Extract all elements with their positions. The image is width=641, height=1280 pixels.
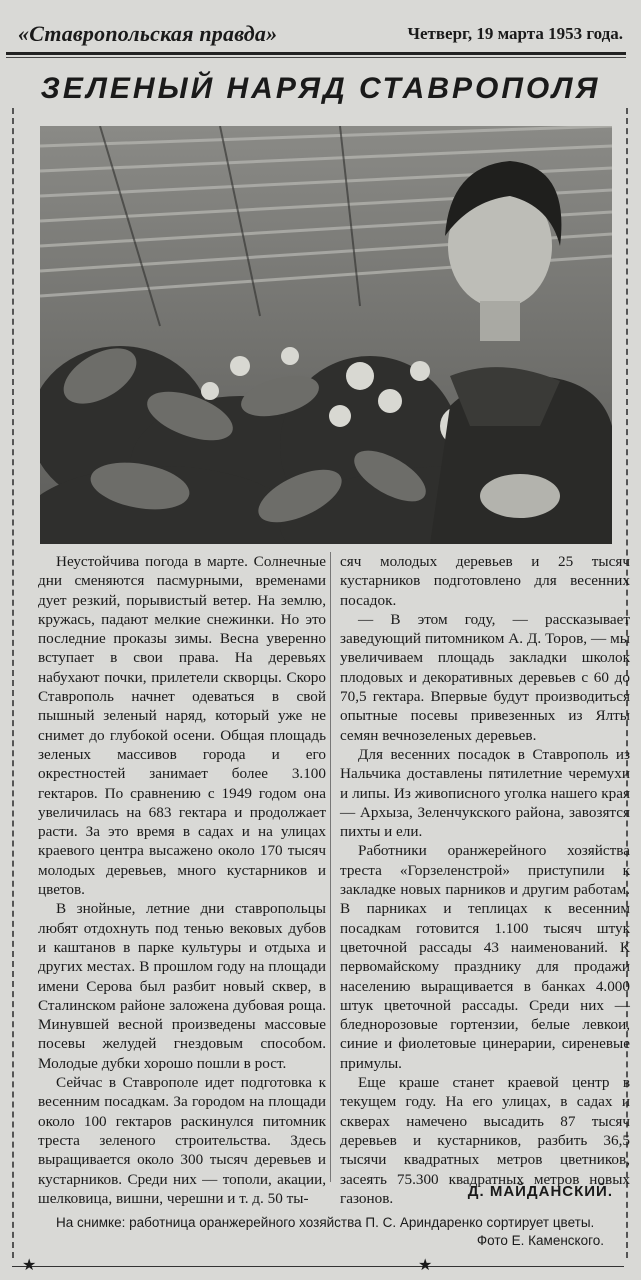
- photo-caption: [56, 1214, 616, 1250]
- article-author: Д. МАЙДАНСКИЙ.: [467, 1183, 613, 1200]
- paragraph: Для весенних посадок в Ставрополь из Нальчика доставлены пятилетние черемухи и липы. Из живописного уголка нашего края — Архыза, Зеленчукского района, завозятся пихты и ели.: [340, 745, 630, 841]
- greenhouse-photo-icon: [40, 126, 612, 544]
- paragraph: Неустойчива погода в марте. Солнечные дни сменяются пасмурными, временами дует резкий, порывистый ветер. На землю, кружась, падают мелкие снежинки. Но это последние проказы зимы. Весна уверенно вступает в свои права. На деревьях набухают почки, прилетели скворцы. Скоро Ставрополь начнет одеваться в свой пышный зеленый наряд, который уже не снимет до глубокой осени. Общая площадь зеленых массивов города и его окрестностей занимает более 3.100 гектаров. По сравнению с 1949 годом она увеличилась на 683 гектара и продолжает расти. За это время в садах и на улицах краевого центра высажено около 170 тысяч молодых деревьев, много кустарников и цветов.: [38, 553, 326, 899]
- issue-date: Четверг, 19 марта 1953 года.: [407, 24, 623, 43]
- star-icon: ★: [22, 1257, 37, 1274]
- paragraph: В знойные, летние дни ставропольцы любят отдохнуть под тенью вековых дубов и каштанов в парке культуры и отдыха и других местах. В прошлом году на площади имени Серова был разбит новый сквер, в Сталинском районе заложена дубовая роща. Минувшей весной произведены массовые посевы желудей гнездовым способом. Молодые дубки хорошо пошли в рост.: [38, 900, 326, 1072]
- paragraph: — В этом году, — рассказывает заведующий питомником А. Д. Торов, — мы увеличиваем площадь закладки школок плодовых и декоративных деревьев с 60 до 70,5 гектара. Впервые будут производиться опытные посевы привезенных из Ялты семян вечнозеленых деревьев.: [340, 610, 630, 744]
- masthead: [18, 18, 623, 50]
- article-column-left: [38, 552, 326, 1208]
- paragraph: Еще краше станет краевой центр в текущем году. На его улицах, в садах и скверах намечено высадить 87 тысяч деревьев и кустарников, разбить 36,5 тысячи квадратных метров цветников, засеять 75.300 квадратных метров новых газонов.: [340, 1074, 630, 1207]
- column-divider: [330, 552, 331, 1182]
- paragraph: сяч молодых деревьев и 25 тысяч кустарников подготовлено для весенних посадок.: [340, 553, 630, 609]
- masthead-rule: [6, 52, 626, 55]
- photo-credit: Фото Е. Каменского.: [476, 1233, 604, 1248]
- caption-text: работница оранжерейного хозяйства П. С. Ариндаренко сортирует цветы.: [129, 1215, 595, 1230]
- article-column-right: [340, 552, 630, 1208]
- paragraph: Работники оранжерейного хозяйства треста «Горзеленстрой» приступили к закладке новых парников и другим работам. В парниках и теплицах к весенним посадкам готовится 1.100 тысяч штук цветочной рассады 43 наименований. К первомайскому празднику для продажи населению выращивается в банках 4.000 штук цветочной рассады. Среди них — бледнорозовые гортензии, белые левкои, синие и фиолетовые цинерарии, сиреневые примулы.: [340, 842, 630, 1072]
- paragraph: Сейчас в Ставрополе идет подготовка к весенним посадкам. За городом на площади около 100 гектаров раскинулся питомник треста зеленого строительства. Здесь выращивается около 300 тысяч деревьев и кустарников. Среди них — тополи, акации, шелковица, вишни, черешни и т. д. 50 ты-: [38, 1074, 326, 1207]
- masthead-rule-thin: [6, 57, 626, 58]
- bottom-rule: [12, 1266, 624, 1267]
- caption-label: На снимке:: [56, 1215, 126, 1230]
- article-headline: ЗЕЛЕНЫЙ НАРЯД СТАВРОПОЛЯ: [40, 72, 601, 105]
- star-icon: ★: [418, 1257, 433, 1274]
- newspaper-name: «Ставропольская правда»: [18, 21, 278, 46]
- greenhouse-photo: [40, 126, 612, 544]
